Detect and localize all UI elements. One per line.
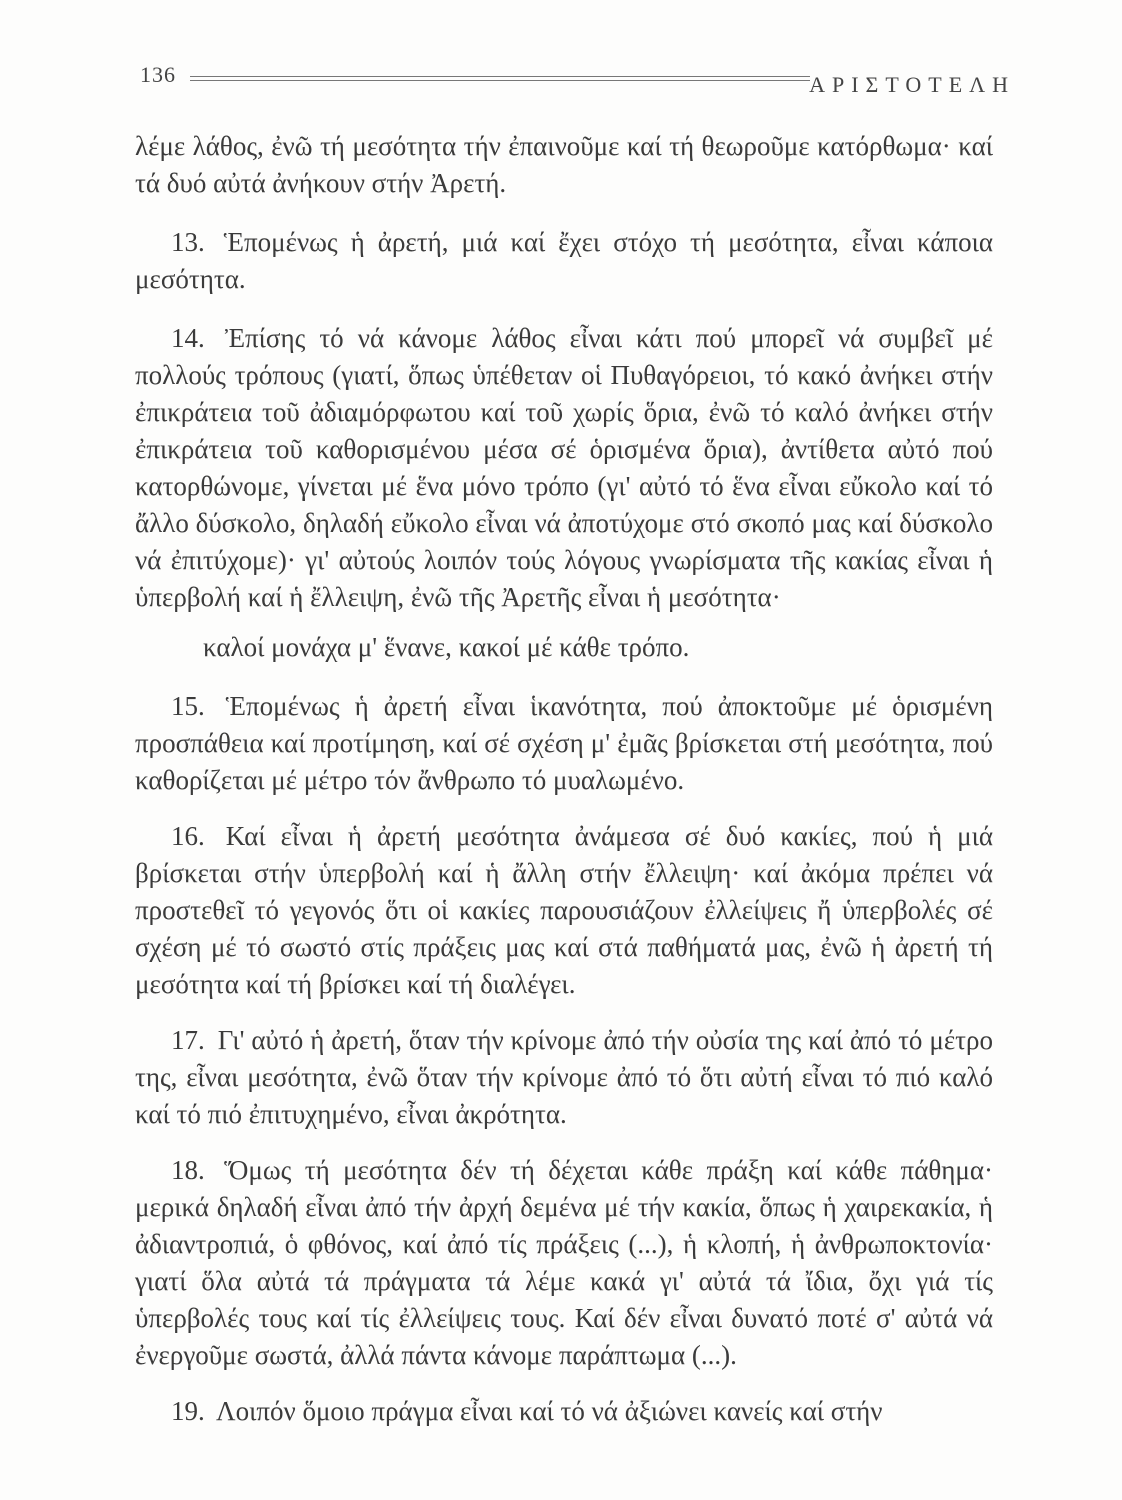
paragraph-text: Ἐπίσης τό νά κάνομε λάθος εἶναι κάτι πού μπορεῖ νά συμβεῖ μέ πολλούς τρόπους (γιατί, ὅπως ὑπέθεταν οἱ Πυθαγόρειοι, τό κακό ἀνήκει στήν ἐπικράτεια τοῦ ἀδιαμόρφωτου καί τοῦ χωρίς ὅρια, ἐνῶ τό καλό ἀνήκει στήν ἐπικράτεια τοῦ καθορισμένου μέσα σέ ὁρισμένα ὅρια), ἀντίθετα αὐτό πού κατορθώνομε, γίνεται μέ ἕνα μόνο τρόπο (γι' αὐτό τό ἕνα εἶναι εὔκολο καί τό ἄλλο δύσκολο, δηλαδή εὔκολο εἶναι νά ἀποτύχομε στό σκοπό μας καί δύσκολο νά ἐπιτύχομε)· γι' αὐτούς λοιπόν τούς λόγους γνωρίσματα τῆς κακίας εἶναι ἡ ὑπερβολή καί ἡ ἔλλειψη, ἐνῶ τῆς Ἀρετῆς εἶναι ἡ μεσότητα· — [135, 323, 993, 612]
verse-quotation — [135, 629, 993, 666]
paragraph-number: 16. — [171, 821, 205, 851]
paragraph-17 — [135, 1022, 993, 1133]
paragraph-text: Ὅμως τή μεσότητα δέν τή δέχεται κάθε πράξη καί κάθε πάθημα· μερικά δηλαδή εἶναι ἀπό τήν ἀρχή δεμένα μέ τήν κακία, ὅπως ἡ χαιρεκακία, ἡ ἀδιαντροπιά, ὁ φθόνος, καί ἀπό τίς πράξεις (...), ἡ κλοπή, ἡ ἀνθρωποκτονία· γιατί ὅλα αὐτά τά πράγματα τά λέμε κακά γι' αὐτά τά ἴδια, ὄχι γιά τίς ὑπερβολές τους καί τίς ἐλλείψεις τους. Καί δέν εἶναι δυνατό ποτέ σ' αὐτά νά ἐνεργοῦμε σωστά, ἀλλά πάντα κάνομε παράπτωμα (...). — [135, 1155, 993, 1370]
header-rule — [190, 76, 810, 81]
paragraph-number: 14. — [171, 323, 205, 353]
paragraph-number: 13. — [171, 227, 205, 257]
paragraph-continued — [135, 128, 993, 202]
paragraph-text: Γι' αὐτό ἡ ἀρετή, ὅταν τήν κρίνομε ἀπό τήν οὐσία της καί ἀπό τό μέτρο της, εἶναι μεσότητα, ἐνῶ ὅταν τήν κρίνομε ἀπό τό ὅτι αὐτή εἶναι τό πιό καλό καί τό πιό ἐπιτυχημένο, εἶναι ἀκρότητα. — [135, 1025, 993, 1129]
paragraph-number: 17. — [171, 1025, 205, 1055]
paragraph-text: Λοιπόν ὅμοιο πράγμα εἶναι καί τό νά ἀξιώνει κανείς καί στήν — [216, 1396, 883, 1426]
paragraph-14 — [135, 320, 993, 616]
page-number: 136 — [140, 62, 176, 87]
paragraph-15 — [135, 688, 993, 799]
paragraph-text: Καί εἶναι ἡ ἀρετή μεσότητα ἀνάμεσα σέ δυό κακίες, πού ἡ μιά βρίσκεται στήν ὑπερβολή καί ἡ ἄλλη στήν ἔλλειψη· καί ἀκόμα πρέπει νά προστεθεῖ τό γεγονός ὅτι οἱ κακίες παρουσιάζουν ἐλλείψεις ἤ ὑπερβολές σέ σχέση μέ τό σωστό στίς πράξεις μας καί στά παθήματά μας, ἐνῶ ἡ ἀρετή τή μεσότητα καί τή βρίσκει καί τή διαλέγει. — [135, 821, 993, 999]
paragraph-18 — [135, 1152, 993, 1374]
quotation-text: καλοί μονάχα μ' ἕνανε, κακοί μέ κάθε τρόπο. — [203, 632, 690, 662]
paragraph-text: Ἑπομένως ἡ ἀρετή, μιά καί ἔχει στόχο τή μεσότητα, εἶναι κάποια μεσότητα. — [135, 227, 994, 294]
paragraph-13 — [135, 224, 993, 298]
paragraph-19 — [135, 1393, 993, 1430]
body-text — [135, 128, 993, 1430]
paragraph-text: λέμε λάθος, ἐνῶ τή μεσότητα τήν ἐπαινοῦμε καί τή θεωροῦμε κατόρθωμα· καί τά δυό αὐτά ἀνήκουν στήν Ἀρετή. — [135, 131, 993, 198]
running-title: ΑΡΙΣΤΟΤΕΛΗ — [809, 72, 1015, 97]
paragraph-number: 18. — [171, 1155, 205, 1185]
paragraph-number: 15. — [171, 691, 205, 721]
page-header — [140, 62, 1015, 102]
paragraph-number: 19. — [171, 1396, 205, 1426]
paragraph-16 — [135, 818, 993, 1003]
paragraph-text: Ἑπομένως ἡ ἀρετή εἶναι ἱκανότητα, πού ἀποκτοῦμε μέ ὁρισμένη προσπάθεια καί προτίμηση, καί σέ σχέση μ' ἐμᾶς βρίσκεται στή μεσότητα, πού καθορίζεται μέ μέτρο τόν ἄνθρωπο τό μυαλωμένο. — [135, 691, 994, 795]
